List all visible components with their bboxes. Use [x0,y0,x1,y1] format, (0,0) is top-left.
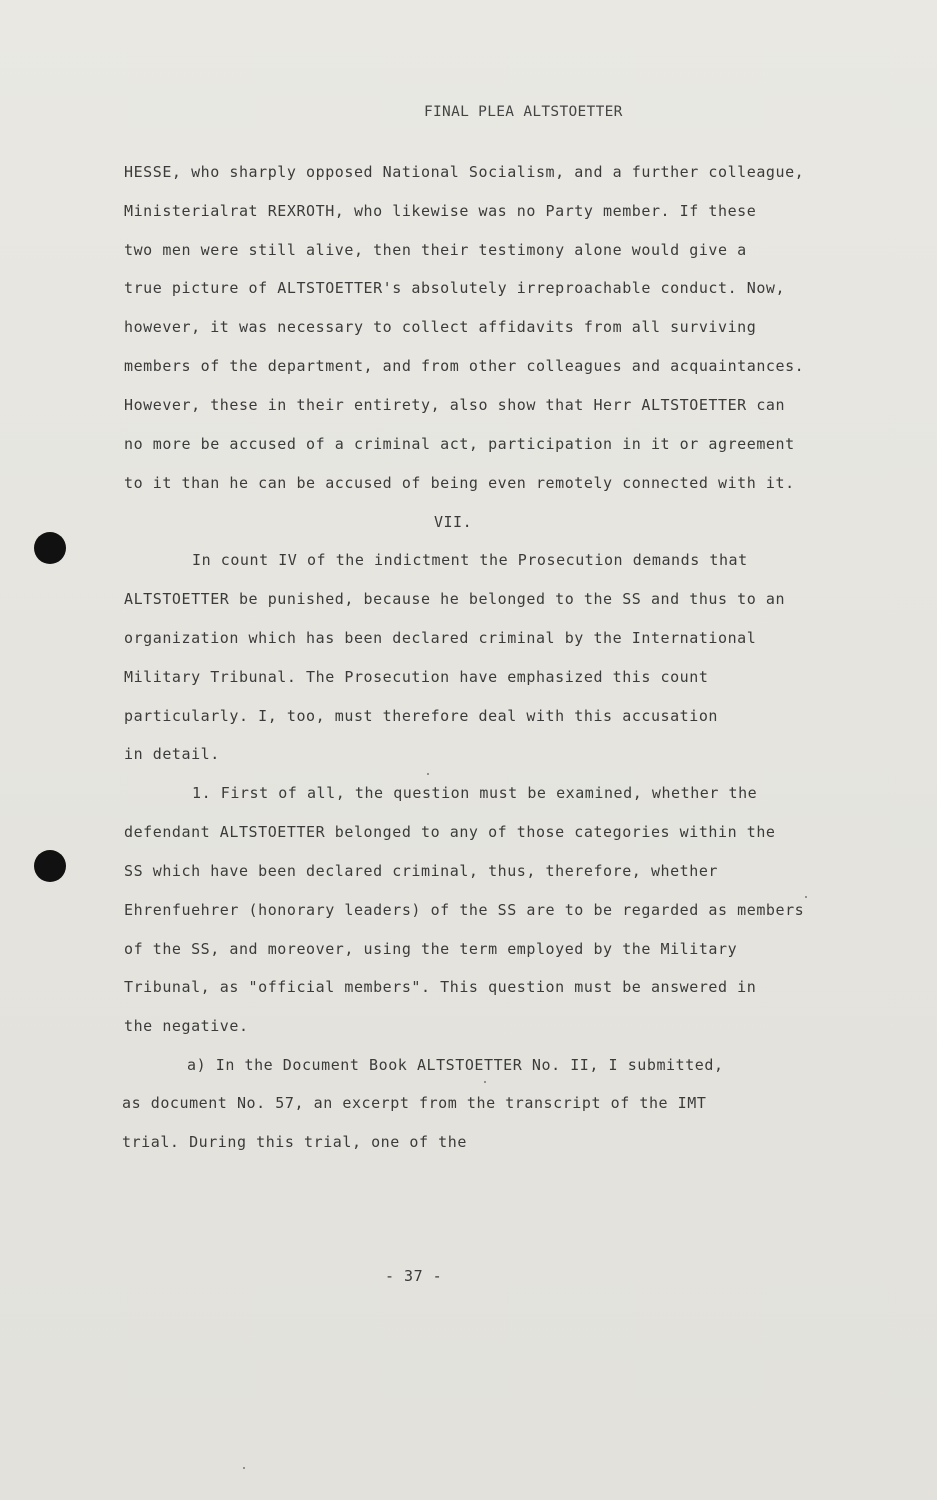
text-line: two men were still alive, then their testimony alone would give a [124,241,747,259]
text-line: trial. During this trial, one of the [122,1133,467,1151]
page-number: - 37 - [385,1267,443,1285]
text-line: true picture of ALTSTOETTER's absolutely irreproachable conduct. Now, [124,279,786,297]
paper-speck [427,773,429,775]
text-line: particularly. I, too, must therefore deal with this accusation [124,707,719,725]
text-line: to it than he can be accused of being even remotely connected with it. [124,474,795,492]
punch-hole-top [34,532,66,564]
text-line: In count IV of the indictment the Prosecution demands that [192,551,748,569]
text-line: Ehrenfuehrer (honorary leaders) of the SS are to be regarded as members [124,901,805,919]
text-line: HESSE, who sharply opposed National Socialism, and a further colleague, [124,163,805,181]
text-line: the negative. [124,1017,249,1035]
text-line: no more be accused of a criminal act, participation in it or agreement [124,435,795,453]
text-line: as document No. 57, an excerpt from the transcript of the IMT [122,1094,707,1112]
text-line: however, it was necessary to collect affidavits from all surviving [124,318,757,336]
paper-speck [243,1467,245,1469]
text-line: SS which have been declared criminal, thus, therefore, whether [124,862,719,880]
text-line: Tribunal, as "official members". This question must be answered in [124,978,757,996]
punch-hole-bottom [34,850,66,882]
text-line: in detail. [124,745,220,763]
text-line: defendant ALTSTOETTER belonged to any of those categories within the [124,823,776,841]
text-line: a) In the Document Book ALTSTOETTER No. II, I submitted, [187,1056,724,1074]
text-line: 1. First of all, the question must be examined, whether the [192,784,758,802]
paper-speck [805,896,807,898]
text-line: of the SS, and moreover, using the term employed by the Military [124,940,738,958]
text-line: members of the department, and from other colleagues and acquaintances. [124,357,805,375]
section-heading: VII. [434,513,473,531]
text-line: However, these in their entirety, also show that Herr ALTSTOETTER can [124,396,786,414]
text-line: Military Tribunal. The Prosecution have emphasized this count [124,668,709,686]
text-line: Ministerialrat REXROTH, who likewise was no Party member. If these [124,202,757,220]
paper-speck [484,1081,486,1083]
page-header-title: FINAL PLEA ALTSTOETTER [424,104,623,120]
text-line: ALTSTOETTER be punished, because he belonged to the SS and thus to an [124,590,786,608]
text-line: organization which has been declared criminal by the International [124,629,757,647]
